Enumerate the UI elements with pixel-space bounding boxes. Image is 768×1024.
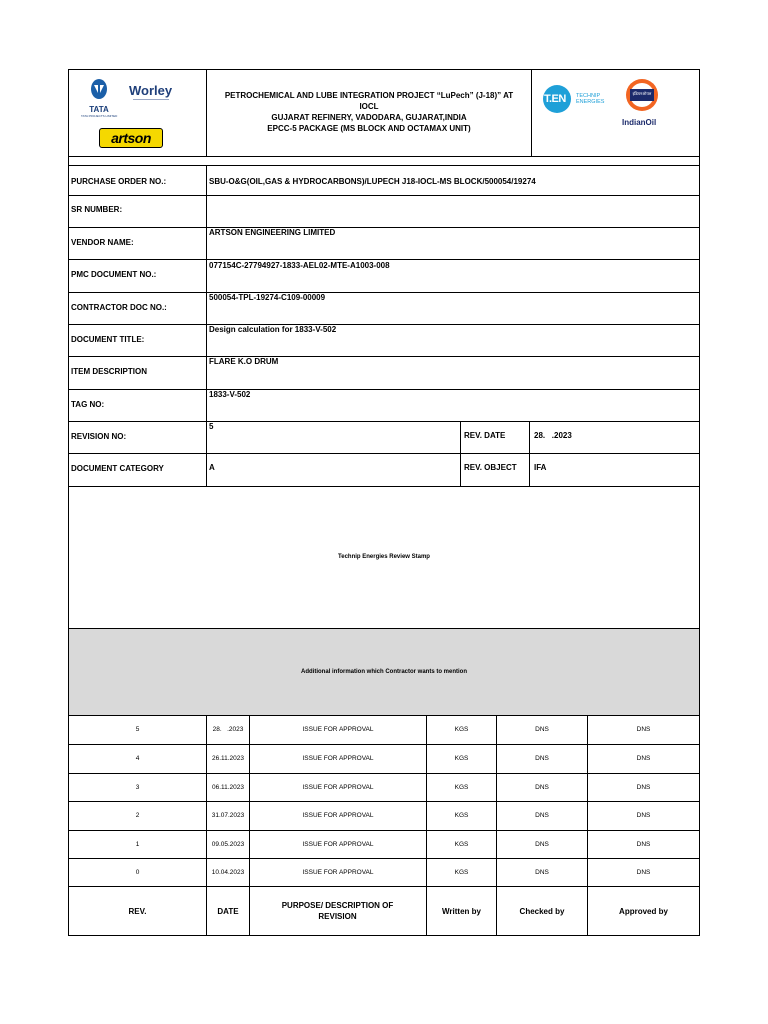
technip-line1: TECHNIP	[576, 93, 601, 99]
rev-table-row-2-rev: 2	[135, 812, 140, 819]
header-divider-left	[206, 70, 207, 156]
rev-table-header-date: DATE	[217, 906, 239, 916]
project-title-line4: EPCC-5 PACKAGE (MS BLOCK AND OCTAMAX UNIT)	[267, 124, 471, 133]
item-description-value: FLARE K.O DRUM	[209, 357, 279, 366]
worley-logo	[129, 84, 181, 106]
artson-wordmark: artson	[111, 130, 151, 146]
rev-table-row-4-checked: DNS	[535, 755, 549, 762]
rev-table-header-rev: REV.	[128, 906, 147, 916]
vendor-name-value: ARTSON ENGINEERING LIMITED	[209, 228, 336, 237]
rev-table-row-1-checked: DNS	[535, 840, 549, 848]
rev-table-row-0-rev: 0	[135, 868, 140, 876]
rev-table-row-5-approved: DNS	[636, 726, 651, 733]
technip-line2: ENERGIES	[576, 99, 605, 105]
rev-table-row-0-purpose: ISSUE FOR APPROVAL	[302, 868, 374, 876]
document-title-label: DOCUMENT TITLE:	[71, 335, 145, 344]
rev-table-header-approved: Approved by	[619, 906, 668, 916]
sr-number-label: SR NUMBER:	[71, 205, 123, 214]
contractor-doc-label: CONTRACTOR DOC NO.:	[71, 303, 167, 312]
rev-date-label: REV. DATE	[464, 431, 506, 440]
rev-table-row-2-purpose: ISSUE FOR APPROVAL	[302, 812, 374, 819]
rev-table-row-0-approved: DNS	[636, 868, 651, 876]
rev-table-row-1-date: 09.05.2023	[211, 840, 245, 848]
rev-table-row-1-rev: 1	[135, 840, 140, 848]
revision-no-label: REVISION NO:	[71, 432, 127, 441]
pmc-document-value: 077154C-27794927-1833-AEL02-MTE-A1003-008	[209, 261, 390, 270]
tag-no-value: 1833-V-502	[209, 390, 251, 399]
rev-table-header-written: Written by	[442, 906, 481, 916]
review-stamp-text: Technip Energies Review Stamp	[338, 554, 430, 560]
project-title	[209, 90, 529, 134]
rev-table-row-2-written: KGS	[454, 812, 469, 819]
purchase-order-label: PURCHASE ORDER NO.:	[71, 177, 167, 186]
tata-logo	[81, 78, 118, 118]
rev-table-row-0-date: 10.04.2023	[211, 868, 245, 876]
additional-info-text: Additional information which Contractor wants to mention	[301, 669, 467, 675]
technip-energies-logo	[542, 84, 614, 124]
ten-wordmark: T.EN	[544, 93, 566, 105]
rev-table-header-checked: Checked by	[519, 906, 565, 916]
rev-table-row-4-written: KGS	[454, 755, 469, 762]
additional-info-band	[69, 629, 699, 715]
document-cover-sheet	[68, 69, 700, 936]
tata-wordmark: TATA	[89, 105, 109, 114]
rev-table-row-3-checked: DNS	[535, 783, 549, 791]
purchase-order-value: SBU-O&G(OIL,GAS & HYDROCARBONS)/LUPECH J18-IOCL-MS BLOCK/500054/19274	[209, 177, 536, 186]
project-title-line1: PETROCHEMICAL AND LUBE INTEGRATION PROJECT “LuPech” (J-18)” AT	[224, 91, 514, 100]
indianoil-wordmark: IndianOil	[622, 118, 657, 127]
rev-table-row-5-date: 28. .2023	[212, 726, 244, 733]
pmc-document-label: PMC DOCUMENT NO.:	[71, 270, 157, 279]
rev-table-row-3-approved: DNS	[636, 783, 651, 791]
item-description-label: ITEM DESCRIPTION	[71, 367, 148, 376]
rev-table-row-2-checked: DNS	[535, 812, 549, 819]
rev-table-row-1-written: KGS	[454, 840, 469, 848]
rev-table-row-2-approved: DNS	[636, 812, 651, 819]
rev-object-value: IFA	[534, 463, 547, 472]
vendor-name-label: VENDOR NAME:	[71, 238, 134, 247]
rev-table-row-5-rev: 5	[135, 726, 140, 733]
project-title-line2: IOCL	[359, 102, 379, 111]
worley-wordmark: Worley	[129, 83, 173, 98]
indianoil-hindi-text: इंडियनऑयल	[632, 91, 652, 96]
rev-table-row-1-approved: DNS	[636, 840, 651, 848]
rev-table-row-5-purpose: ISSUE FOR APPROVAL	[302, 726, 374, 733]
rev-table-row-5-written: KGS	[454, 726, 469, 733]
rev-table-row-2-date: 31.07.2023	[211, 812, 245, 819]
rev-table-row-4-purpose: ISSUE FOR APPROVAL	[302, 755, 374, 762]
tag-no-label: TAG NO:	[71, 400, 105, 409]
document-category-value: A	[209, 463, 215, 472]
rev-table-row-0-written: KGS	[454, 868, 469, 876]
rev-object-label: REV. OBJECT	[464, 463, 517, 472]
rev-table-row-3-purpose: ISSUE FOR APPROVAL	[302, 783, 374, 791]
rev-table-row-3-date: 06.11.2023	[211, 783, 245, 791]
header-divider-right	[531, 70, 532, 156]
document-category-label: DOCUMENT CATEGORY	[71, 464, 164, 473]
rev-table-row-1-purpose: ISSUE FOR APPROVAL	[302, 840, 374, 848]
rev-table-row-4-date: 26.11.2023	[211, 755, 245, 762]
rev-table-row-0-checked: DNS	[535, 868, 549, 876]
rev-table-row-3-rev: 3	[135, 783, 140, 791]
rev-table-row-3-written: KGS	[454, 783, 469, 791]
project-title-line3: GUJARAT REFINERY, VADODARA, GUJARAT,INDIA	[271, 113, 467, 122]
rev-table-row-4-rev: 4	[135, 755, 140, 762]
rev-date-value: 28. .2023	[534, 431, 572, 440]
rev-table-row-4-approved: DNS	[636, 755, 651, 762]
indianoil-logo	[620, 76, 664, 134]
artson-logo	[99, 128, 163, 148]
review-stamp-area	[69, 486, 699, 628]
revision-no-value: 5	[209, 422, 214, 431]
rev-table-row-5-checked: DNS	[535, 726, 549, 733]
tata-subtitle: TATA PROJECTS LIMITED	[81, 114, 118, 118]
rev-table-header-purpose: PURPOSE/ DESCRIPTION OF REVISION	[281, 901, 394, 921]
document-title-value: Design calculation for 1833-V-502	[209, 325, 337, 334]
contractor-doc-value: 500054-TPL-19274-C109-00009	[209, 293, 326, 302]
